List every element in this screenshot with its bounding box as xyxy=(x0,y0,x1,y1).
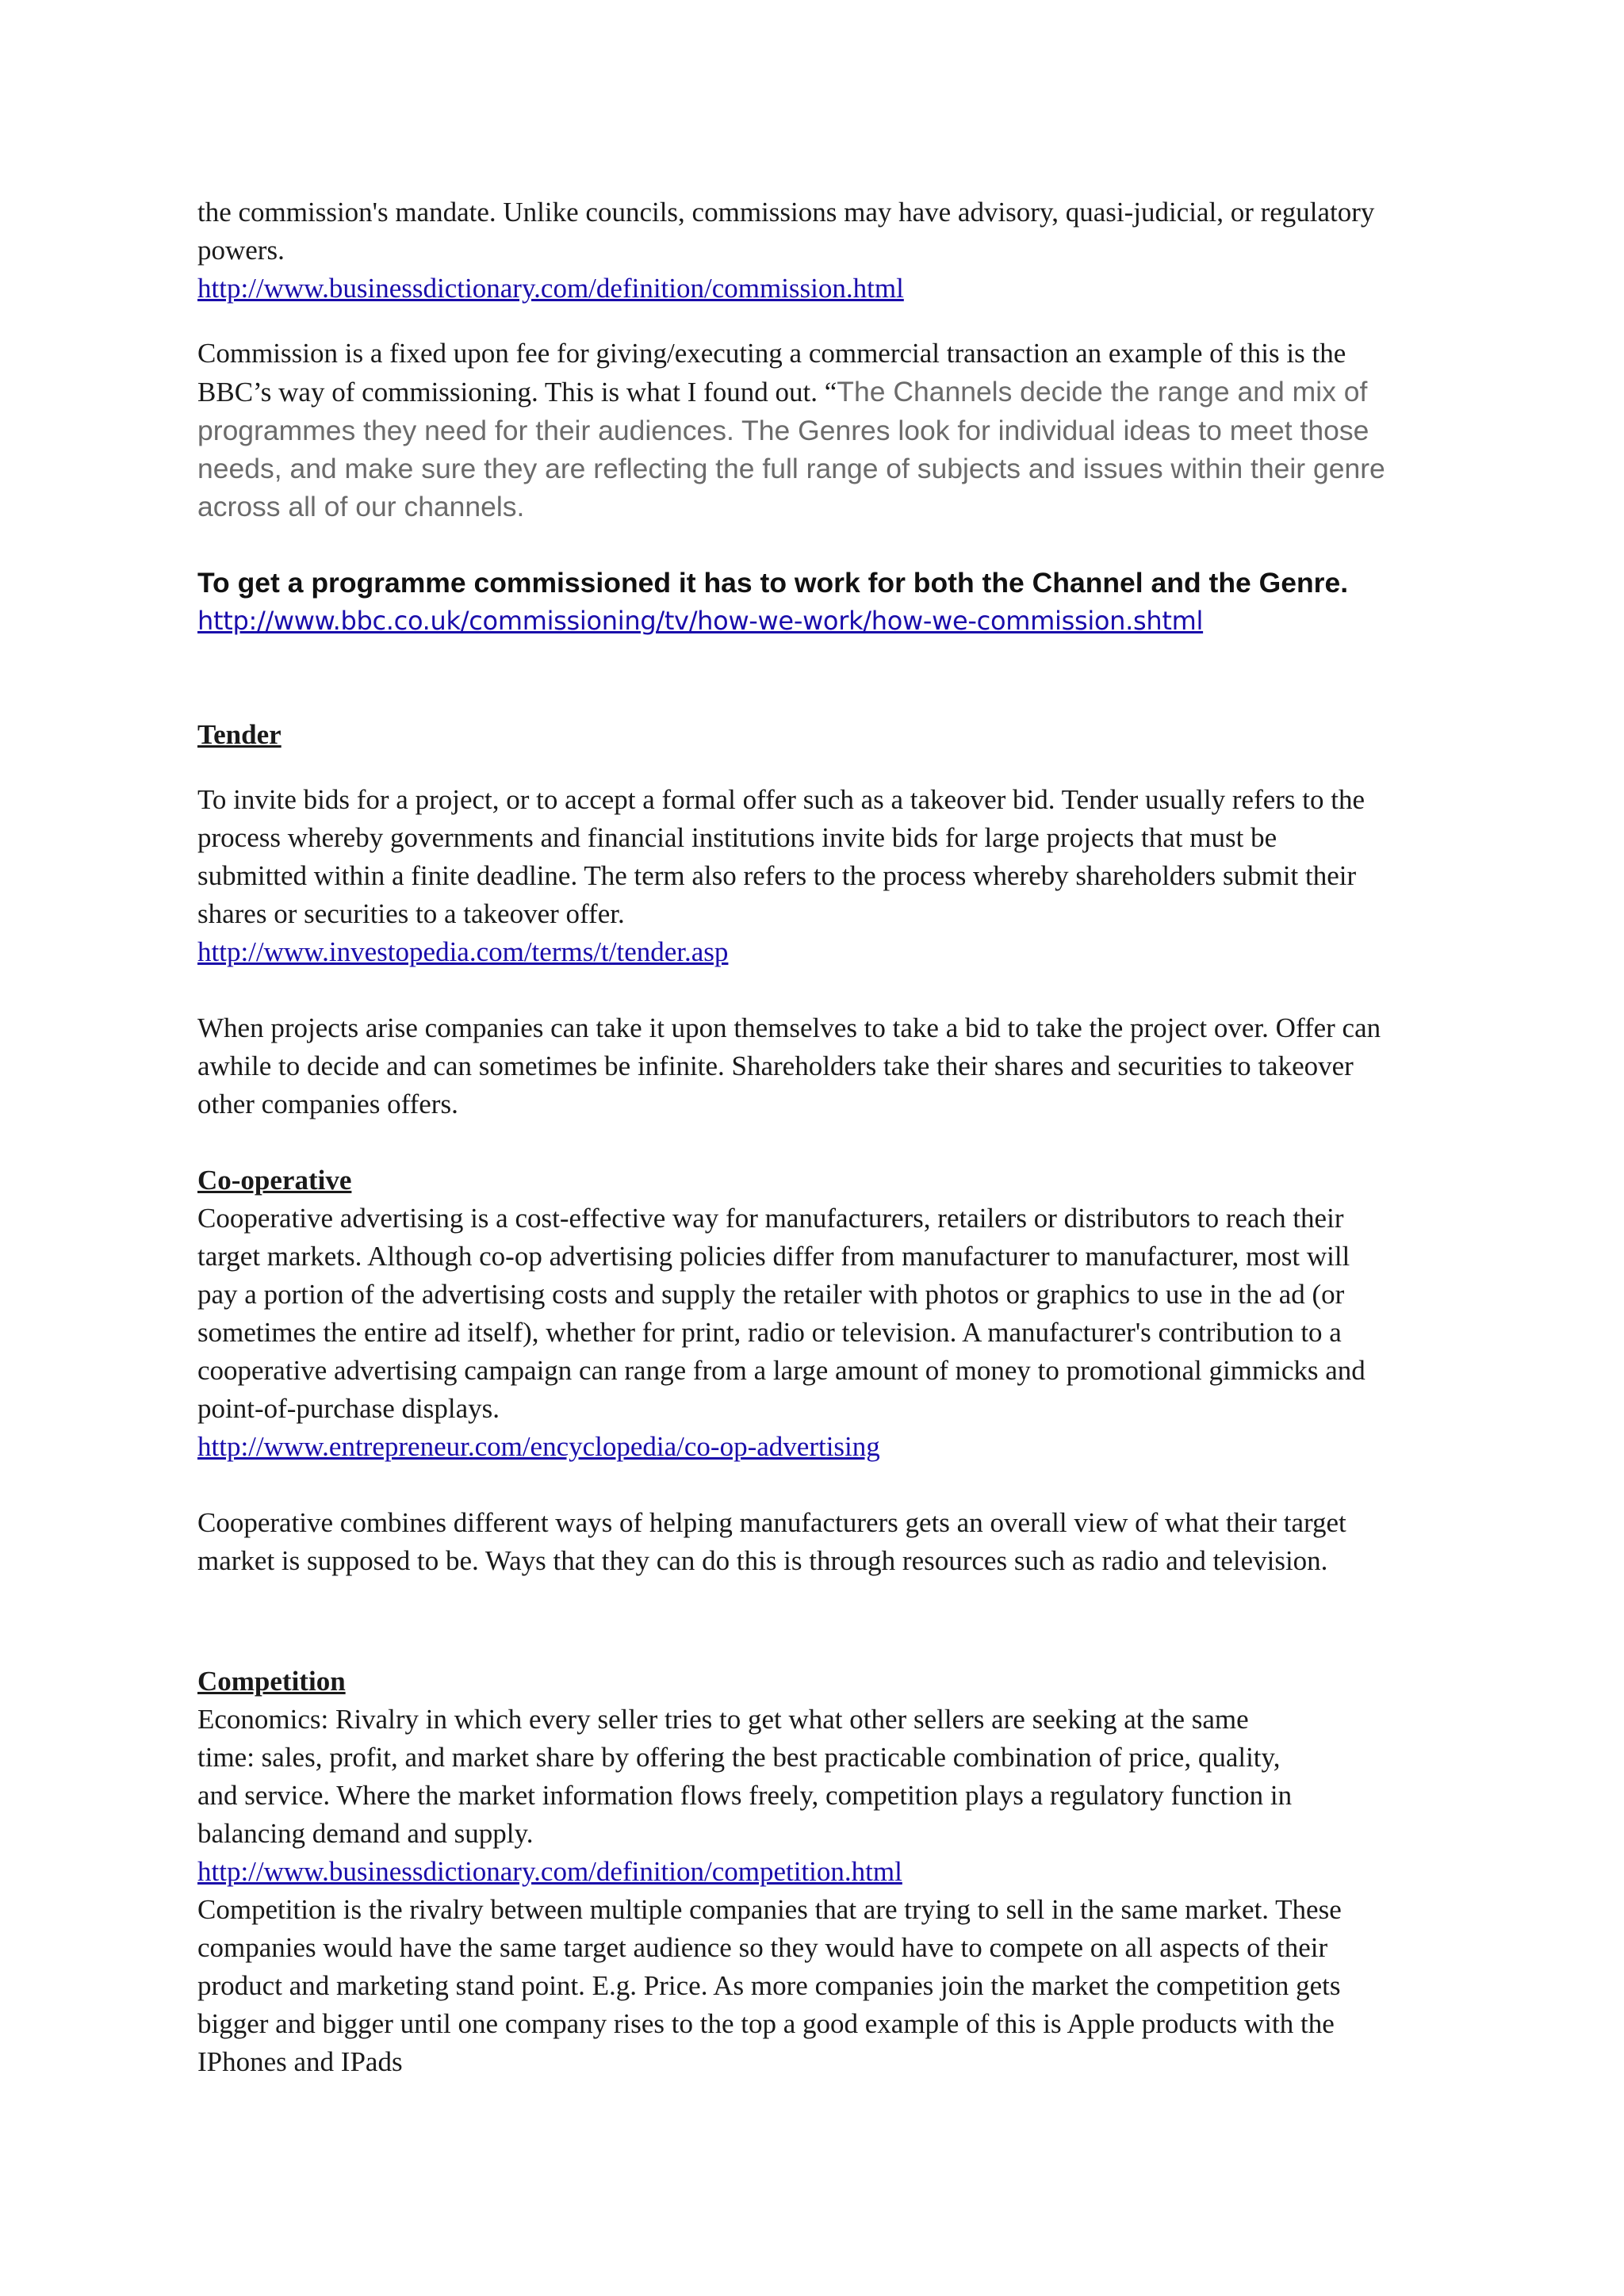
competition-heading: Competition xyxy=(197,1666,346,1697)
competition-own-line-3: product and marketing stand point. E.g. Price. As more companies join the market the competition gets xyxy=(197,1970,1341,2001)
cooperative-def-line-1: Cooperative advertising is a cost-effective way for manufacturers, retailers or distributors to reach their xyxy=(197,1203,1344,1234)
tender-def-line-2: process whereby governments and financial institutions invite bids for large projects that must be xyxy=(197,822,1277,853)
commission-quote-start: The Channels decide the range and mix of xyxy=(837,376,1368,408)
tender-own-line-1: When projects arise companies can take it upon themselves to take a bid to take the project over. Offer can xyxy=(197,1012,1381,1043)
cooperative-def-line-2: target markets. Although co-op advertising policies differ from manufacturer to manufacturer, most will xyxy=(197,1241,1350,1272)
competition-own-line-1: Competition is the rivalry between multiple companies that are trying to sell in the same market. These xyxy=(197,1894,1342,1925)
commission-line-2 xyxy=(197,373,1434,411)
commission-quote-line-4: needs, and make sure they are reflecting the full range of subjects and issues within their genre xyxy=(197,453,1385,484)
competition-own-line-2: companies would have the same target audience so they would have to compete on all aspects of their xyxy=(197,1932,1328,1963)
bbc-commissioning-link[interactable]: http://www.bbc.co.uk/commissioning/tv/how-we-work/how-we-commission.shtml xyxy=(197,606,1204,636)
cooperative-link[interactable]: http://www.entrepreneur.com/encyclopedia/co-op-advertising xyxy=(197,1431,880,1462)
commission-definition-link[interactable]: http://www.businessdictionary.com/definition/commission.html xyxy=(197,273,904,304)
competition-own-line-4: bigger and bigger until one company rises to the top a good example of this is Apple products with the xyxy=(197,2008,1335,2039)
competition-def-line-3: and service. Where the market information flows freely, competition plays a regulatory function in xyxy=(197,1780,1293,1811)
commission-bold-statement: To get a programme commissioned it has to work for both the Channel and the Genre. xyxy=(197,567,1349,599)
commission-quote-line-3: programmes they need for their audiences. The Genres look for individual ideas to meet those xyxy=(197,415,1369,446)
intro-line-1: the commission's mandate. Unlike councils, commissions may have advisory, quasi-judicial, or regulatory xyxy=(197,197,1375,228)
cooperative-def-line-6: point-of-purchase displays. xyxy=(197,1393,500,1424)
tender-def-line-3: submitted within a finite deadline. The term also refers to the process whereby shareholders submit their xyxy=(197,860,1357,891)
cooperative-heading: Co-operative xyxy=(197,1165,352,1196)
cooperative-own-line-2: market is supposed to be. Ways that they can do this is through resources such as radio and television. xyxy=(197,1545,1328,1576)
commission-quote-line-5: across all of our channels. xyxy=(197,491,525,522)
cooperative-def-line-3: pay a portion of the advertising costs and supply the retailer with photos or graphics to use in the ad (or xyxy=(197,1279,1345,1310)
tender-link[interactable]: http://www.investopedia.com/terms/t/tender.asp xyxy=(197,936,729,967)
intro-line-2: powers. xyxy=(197,235,285,266)
tender-own-line-2: awhile to decide and can sometimes be infinite. Shareholders take their shares and securities to takeover xyxy=(197,1050,1354,1081)
cooperative-def-line-4: sometimes the entire ad itself), whether for print, radio or television. A manufacturer's contribution to a xyxy=(197,1317,1342,1348)
tender-own-line-3: other companies offers. xyxy=(197,1089,458,1119)
cooperative-def-line-5: cooperative advertising campaign can range from a large amount of money to promotional gimmicks and xyxy=(197,1355,1365,1386)
competition-link[interactable]: http://www.businessdictionary.com/definition/competition.html xyxy=(197,1856,902,1887)
tender-heading: Tender xyxy=(197,719,282,750)
competition-own-line-5: IPhones and IPads xyxy=(197,2046,403,2077)
competition-def-line-4: balancing demand and supply. xyxy=(197,1818,534,1849)
competition-def-line-1: Economics: Rivalry in which every seller tries to get what other sellers are seeking at the same xyxy=(197,1704,1249,1735)
commission-line-1: Commission is a fixed upon fee for giving/executing a commercial transaction an example of this is the xyxy=(197,338,1346,369)
competition-def-line-2: time: sales, profit, and market share by offering the best practicable combination of price, quality, xyxy=(197,1742,1281,1773)
cooperative-own-line-1: Cooperative combines different ways of helping manufacturers gets an overall view of what their target xyxy=(197,1507,1346,1538)
tender-def-line-1: To invite bids for a project, or to accept a formal offer such as a takeover bid. Tender usually refers to the xyxy=(197,784,1365,815)
commission-line-2-text: BBC’s way of commissioning. This is what I found out. “ xyxy=(197,377,837,408)
tender-def-line-4: shares or securities to a takeover offer. xyxy=(197,898,625,929)
document-body xyxy=(197,193,1434,2081)
